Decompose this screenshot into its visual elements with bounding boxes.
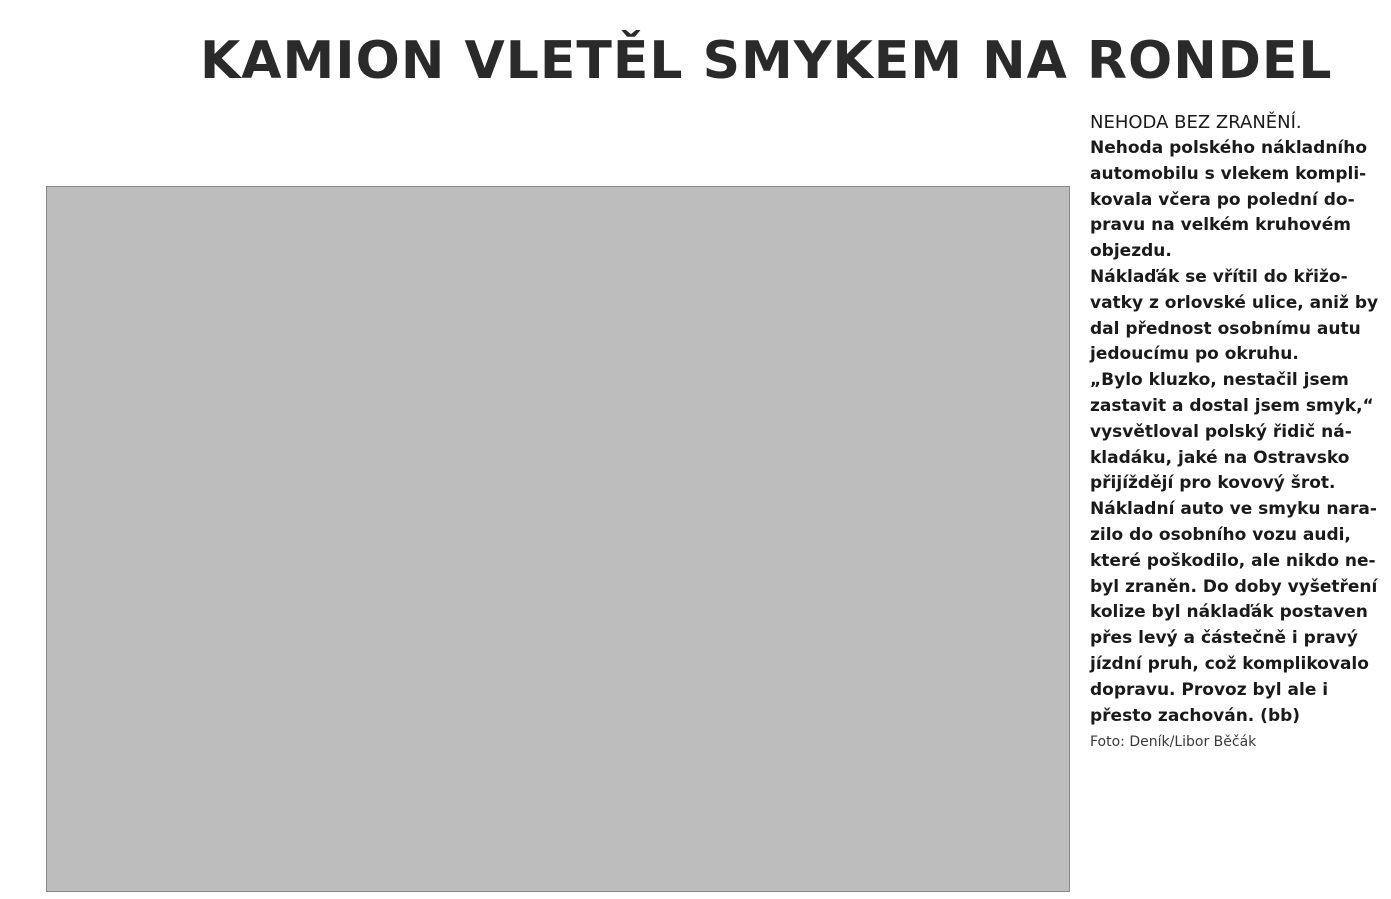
photo-credit: Foto: Deník/Libor Běčák bbox=[1090, 734, 1257, 751]
article-line: Nehoda polského nákladního bbox=[1090, 138, 1368, 158]
article-line: kolize byl náklaďák postaven bbox=[1090, 602, 1368, 623]
article-line: které poškodilo, ale nikdo ne- bbox=[1090, 550, 1376, 571]
article-line: zilo do osobního vozu audi, bbox=[1090, 524, 1351, 545]
article-column bbox=[1090, 110, 1380, 753]
photo-placeholder bbox=[46, 186, 1070, 892]
article-line: jízdní pruh, což komplikovalo bbox=[1090, 653, 1369, 674]
article-line: přes levý a částečně i pravý bbox=[1090, 628, 1358, 649]
article-line: přijíždějí pro kovový šrot. bbox=[1090, 473, 1336, 494]
article-line: vysvětloval polský řidič ná- bbox=[1090, 421, 1352, 442]
article-line: dal přednost osobnímu autu bbox=[1090, 318, 1361, 339]
headline: KAMION VLETĚL SMYKEM NA RONDEL bbox=[200, 31, 1333, 91]
article-lead-label: NEHODA BEZ ZRANĚNÍ. bbox=[1090, 112, 1302, 133]
article-line: kladáku, jaké na Ostravsko bbox=[1090, 447, 1350, 468]
article-line: pravu na velkém kruhovém bbox=[1090, 215, 1351, 236]
article-line: Náklaďák se vřítil do křižo- bbox=[1090, 266, 1348, 287]
article-line: byl zraněn. Do doby vyšetření bbox=[1090, 576, 1378, 597]
article-line: kovala včera po polední do- bbox=[1090, 189, 1355, 210]
article-line: vatky z orlovské ulice, aniž by bbox=[1090, 292, 1379, 313]
article-line: dopravu. Provoz byl ale i bbox=[1090, 679, 1329, 700]
article-line: objezdu. bbox=[1090, 241, 1172, 262]
article-line: jedoucímu po okruhu. bbox=[1090, 344, 1299, 365]
article-line: automobilu s vlekem kompli- bbox=[1090, 163, 1367, 184]
article-line: „Bylo kluzko, nestačil jsem bbox=[1090, 370, 1349, 391]
article-line: přesto zachován. (bb) bbox=[1090, 705, 1301, 726]
article-line: zastavit a dostal jsem smyk,“ bbox=[1090, 395, 1374, 416]
article-body bbox=[1090, 136, 1380, 729]
article-line: Nákladní auto ve smyku nara- bbox=[1090, 499, 1377, 520]
